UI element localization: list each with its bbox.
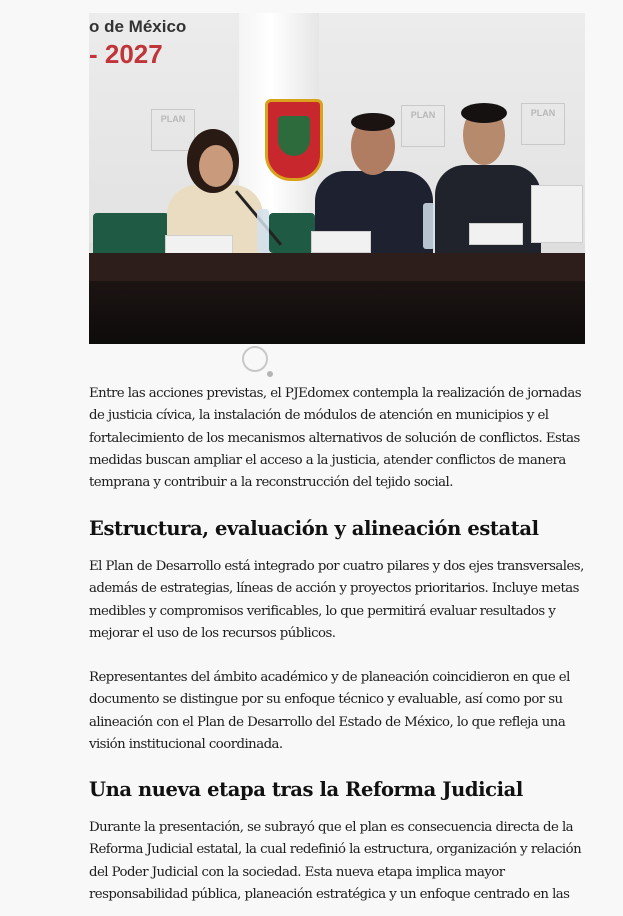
loading-dot-icon	[267, 371, 273, 377]
plan-logo: PLAN	[151, 109, 195, 151]
table-front	[89, 281, 585, 344]
paragraph-4	[89, 817, 589, 906]
text-line: además de estrategias, líneas de acción y proyectos prioritarios. Incluye metas	[89, 581, 579, 597]
table-edge	[89, 253, 585, 283]
water-bottle	[423, 203, 435, 249]
paragraph-3	[89, 667, 589, 756]
text-line: Reforma Judicial estatal, la cual redefinió la estructura, organización y relación	[89, 842, 582, 858]
plan-logo: PLAN	[521, 103, 565, 145]
paragraph-1	[89, 383, 589, 494]
banner-title	[89, 17, 186, 69]
paragraph-2	[89, 556, 589, 645]
plan-logo: PLAN	[401, 105, 445, 147]
section-heading-1: Estructura, evaluación y alineación estatal	[89, 517, 539, 540]
section-heading-2: Una nueva etapa tras la Reforma Judicial	[89, 778, 523, 801]
text-line: Entre las acciones previstas, el PJEdomex contempla la realización de jornadas	[89, 386, 581, 401]
text-line: alineación con el Plan de Desarrollo del Estado de México, lo que refleja una	[89, 714, 566, 730]
text-line: Durante la presentación, se subrayó que el plan es consecuencia directa de la	[89, 820, 574, 835]
text-line: de justicia cívica, la instalación de módulos de atención en municipios y el	[89, 408, 549, 424]
text-line: mejorar el uso de los recursos públicos.	[89, 625, 336, 641]
text-line: documento se distingue por su enfoque técnico y evaluable, así como por su	[89, 692, 563, 708]
text-line: visión institucional coordinada.	[89, 736, 283, 752]
document-stand	[531, 185, 583, 243]
text-line: Representantes del ámbito académico y de planeación coincidieron en que el	[89, 670, 570, 685]
text-line: responsabilidad pública, planeación estratégica y un enfoque centrado en las	[89, 886, 570, 902]
state-shield-icon	[265, 99, 323, 181]
banner-line-2: - 2027	[89, 39, 163, 69]
chair	[269, 213, 315, 253]
banner-line-1: o de México	[89, 17, 187, 36]
nameplate	[311, 231, 371, 253]
text-line: fortalecimiento de los mecanismos alternativos de solución de conflictos. Estas	[89, 430, 580, 446]
nameplate	[469, 223, 523, 245]
article-photo	[89, 13, 585, 344]
text-line: temprana y contribuir a la reconstrucción del tejido social.	[89, 475, 453, 491]
text-line: medibles y compromisos verificables, lo que permitirá evaluar resultados y	[89, 603, 556, 619]
text-line: El Plan de Desarrollo está integrado por cuatro pilares y dos ejes transversales,	[89, 559, 584, 574]
text-line: del Poder Judicial con la sociedad. Esta nueva etapa implica mayor	[89, 864, 505, 880]
text-line: medidas buscan ampliar el acceso a la justicia, atender conflictos de manera	[89, 452, 566, 468]
loading-spinner-icon	[242, 346, 268, 372]
water-bottle	[257, 209, 269, 253]
